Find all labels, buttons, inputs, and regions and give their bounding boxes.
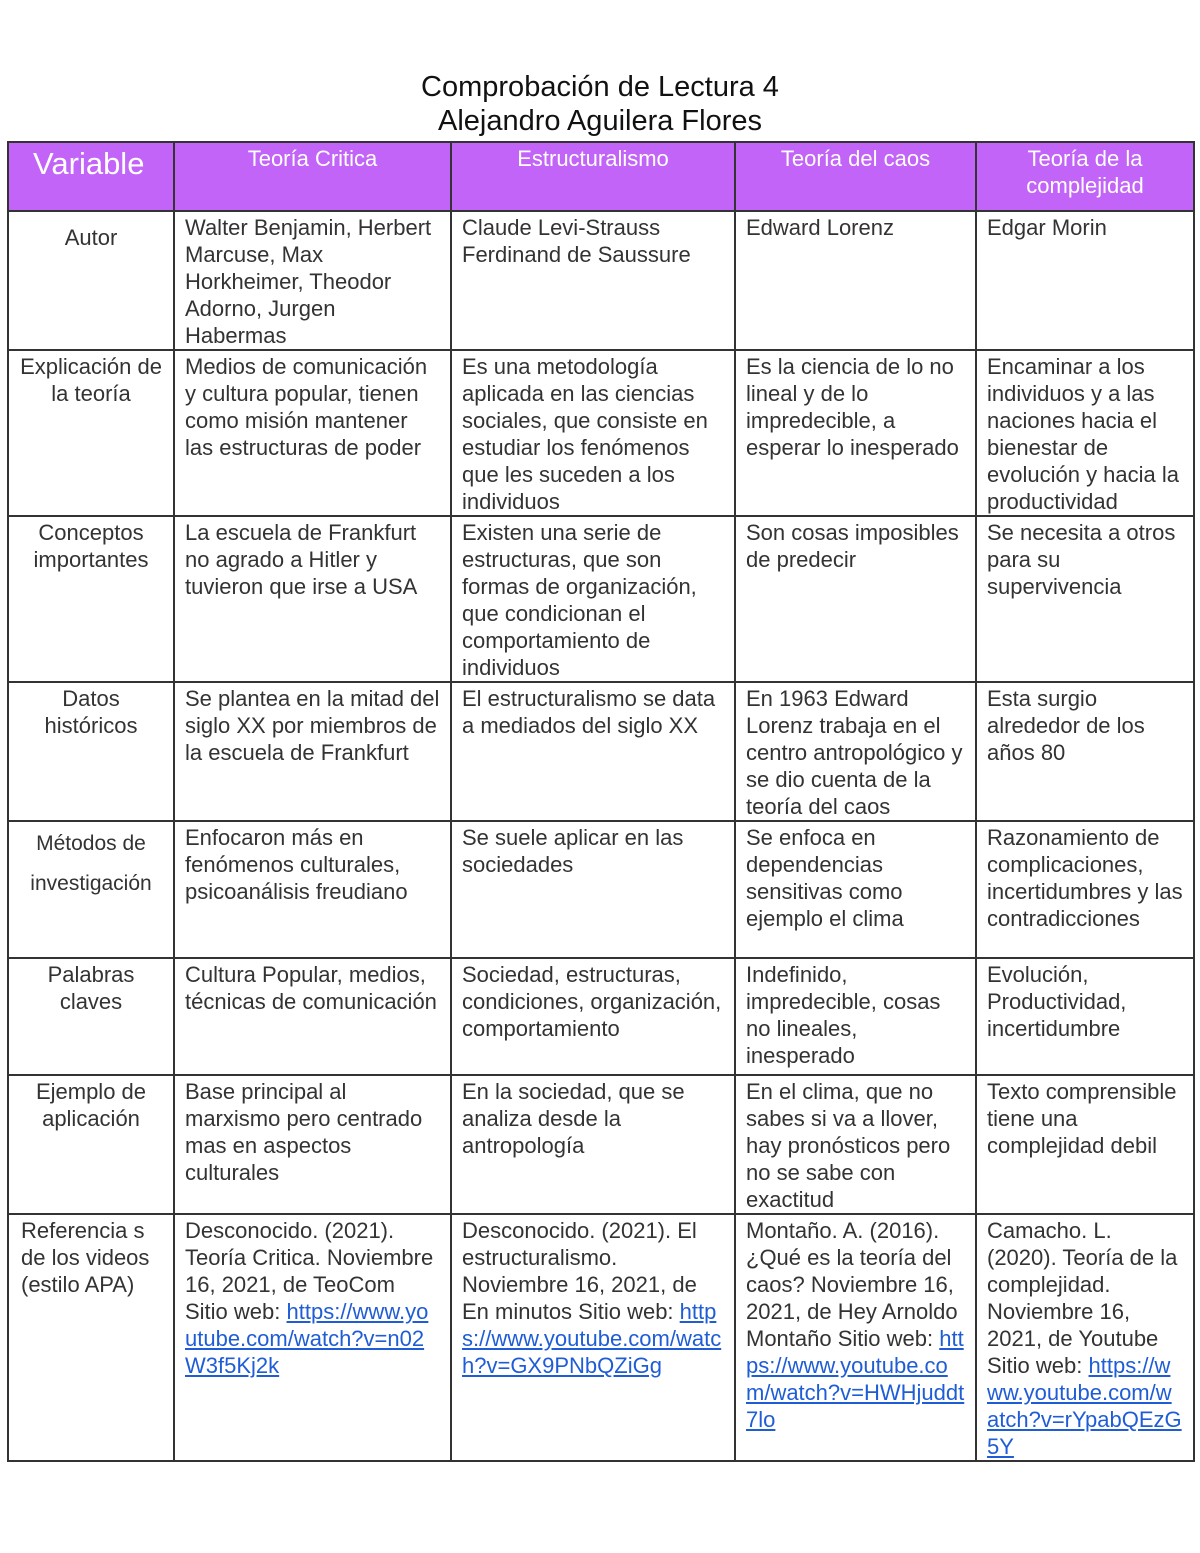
cell-ref-estructuralismo (451, 1214, 735, 1461)
cell-palabras-estructuralismo: Sociedad, estructuras, condiciones, organización, comportamiento (451, 958, 735, 1075)
ref-text-estructuralismo: Desconocido. (2021). El estructuralismo. Noviembre 16, 2021, de En minutos Sitio web: (462, 1218, 697, 1324)
table-row-conceptos (8, 516, 1194, 682)
header-teoria-critica: Teoría Critica (174, 142, 451, 211)
cell-palabras-teoria-critica: Cultura Popular, medios, técnicas de comunicación (174, 958, 451, 1075)
table-header-row (8, 142, 1194, 211)
row-label-palabras: Palabras claves (8, 958, 174, 1075)
cell-ejemplo-teoria-complejidad: Texto comprensible tiene una complejidad debil (976, 1075, 1194, 1214)
cell-explicacion-estructuralismo: Es una metodología aplicada en las ciencias sociales, que consiste en estudiar los fenómenos que les suceden a los individuos (451, 350, 735, 516)
row-label-autor: Autor (8, 211, 174, 350)
header-teoria-complejidad: Teoría de la complejidad (976, 142, 1194, 211)
cell-explicacion-teoria-critica: Medios de comunicación y cultura popular, tienen como misión mantener las estructuras de poder (174, 350, 451, 516)
ref-text-teoria-critica: Desconocido. (2021). Teoría Critica. Noviembre 16, 2021, de TeoCom Sitio web: (185, 1218, 434, 1324)
cell-explicacion-teoria-caos: Es la ciencia de lo no lineal y de lo impredecible, a esperar lo inesperado (735, 350, 976, 516)
ref-link-estructuralismo[interactable]: https://www.youtube.com/watch?v=GX9PNbQZiGg (462, 1299, 722, 1378)
row-label-metodos: Métodos de investigación (8, 821, 174, 958)
cell-autor-teoria-critica: Walter Benjamin, Herbert Marcuse, Max Horkheimer, Theodor Adorno, Jurgen Habermas (174, 211, 451, 350)
document-title (0, 70, 1200, 138)
table-row-datos (8, 682, 1194, 821)
cell-ref-teoria-caos (735, 1214, 976, 1461)
table-row-explicacion (8, 350, 1194, 516)
cell-ejemplo-teoria-critica: Base principal al marxismo pero centrado mas en aspectos culturales (174, 1075, 451, 1214)
cell-autor-teoria-caos: Edward Lorenz (735, 211, 976, 350)
header-teoria-caos: Teoría del caos (735, 142, 976, 211)
row-label-explicacion: Explicación de la teoría (8, 350, 174, 516)
comparison-table (7, 141, 1195, 1462)
cell-ref-teoria-complejidad (976, 1214, 1194, 1461)
table-row-palabras (8, 958, 1194, 1075)
cell-conceptos-estructuralismo: Existen una serie de estructuras, que son formas de organización, que condicionan el comportamiento de individuos (451, 516, 735, 682)
title-line-1: Comprobación de Lectura 4 (421, 71, 779, 103)
cell-metodos-estructuralismo: Se suele aplicar en las sociedades (451, 821, 735, 958)
cell-palabras-teoria-complejidad: Evolución, Productividad, incertidumbre (976, 958, 1194, 1075)
row-label-conceptos: Conceptos importantes (8, 516, 174, 682)
cell-datos-estructuralismo: El estructuralismo se data a mediados del siglo XX (451, 682, 735, 821)
cell-ref-teoria-critica (174, 1214, 451, 1461)
header-estructuralismo: Estructuralismo (451, 142, 735, 211)
cell-datos-teoria-critica: Se plantea en la mitad del siglo XX por miembros de la escuela de Frankfurt (174, 682, 451, 821)
ref-link-teoria-caos[interactable]: https://www.youtube.com/watch?v=HWHjuddt7lo (746, 1326, 965, 1432)
cell-conceptos-teoria-caos: Son cosas imposibles de predecir (735, 516, 976, 682)
header-variable: Variable (8, 142, 174, 211)
table-row-referencias (8, 1214, 1194, 1461)
ref-text-teoria-complejidad: Camacho. L. (2020). Teoría de la complejidad. Noviembre 16, 2021, de Youtube Sitio web: (987, 1218, 1178, 1378)
cell-ejemplo-teoria-caos: En el clima, que no sabes si va a llover, hay pronósticos pero no se sabe con exactitud (735, 1075, 976, 1214)
cell-metodos-teoria-caos: Se enfoca en dependencias sensitivas como ejemplo el clima (735, 821, 976, 958)
cell-autor-estructuralismo: Claude Levi-Strauss Ferdinand de Saussure (451, 211, 735, 350)
cell-conceptos-teoria-complejidad: Se necesita a otros para su supervivencia (976, 516, 1194, 682)
cell-datos-teoria-complejidad: Esta surgio alrededor de los años 80 (976, 682, 1194, 821)
cell-autor-teoria-complejidad: Edgar Morin (976, 211, 1194, 350)
table-row-autor (8, 211, 1194, 350)
cell-palabras-teoria-caos: Indefinido, impredecible, cosas no lineales, inesperado (735, 958, 976, 1075)
row-label-ejemplo: Ejemplo de aplicación (8, 1075, 174, 1214)
table-row-ejemplo (8, 1075, 1194, 1214)
ref-link-teoria-critica[interactable]: https://www.youtube.com/watch?v=n02W3f5Kj2k (185, 1299, 429, 1378)
cell-datos-teoria-caos: En 1963 Edward Lorenz trabaja en el centro antropológico y se dio cuenta de la teoría del caos (735, 682, 976, 821)
ref-text-teoria-caos: Montaño. A. (2016). ¿Qué es la teoría del caos? Noviembre 16, 2021, de Hey Arnoldo Montaño Sitio web: (746, 1218, 958, 1351)
ref-link-teoria-complejidad[interactable]: https://www.youtube.com/watch?v=rYpabQEzG5Y (987, 1353, 1182, 1459)
row-label-referencias: Referencia s de los videos (estilo APA) (8, 1214, 174, 1461)
table-row-metodos (8, 821, 1194, 958)
cell-metodos-teoria-critica: Enfocaron más en fenómenos culturales, psicoanálisis freudiano (174, 821, 451, 958)
cell-explicacion-teoria-complejidad: Encaminar a los individuos y a las naciones hacia el bienestar de evolución y hacia la productividad (976, 350, 1194, 516)
cell-metodos-teoria-complejidad: Razonamiento de complicaciones, incertidumbres y las contradicciones (976, 821, 1194, 958)
title-line-2: Alejandro Aguilera Flores (437, 105, 762, 137)
cell-conceptos-teoria-critica: La escuela de Frankfurt no agrado a Hitler y tuvieron que irse a USA (174, 516, 451, 682)
row-label-datos: Datos históricos (8, 682, 174, 821)
cell-ejemplo-estructuralismo: En la sociedad, que se analiza desde la antropología (451, 1075, 735, 1214)
